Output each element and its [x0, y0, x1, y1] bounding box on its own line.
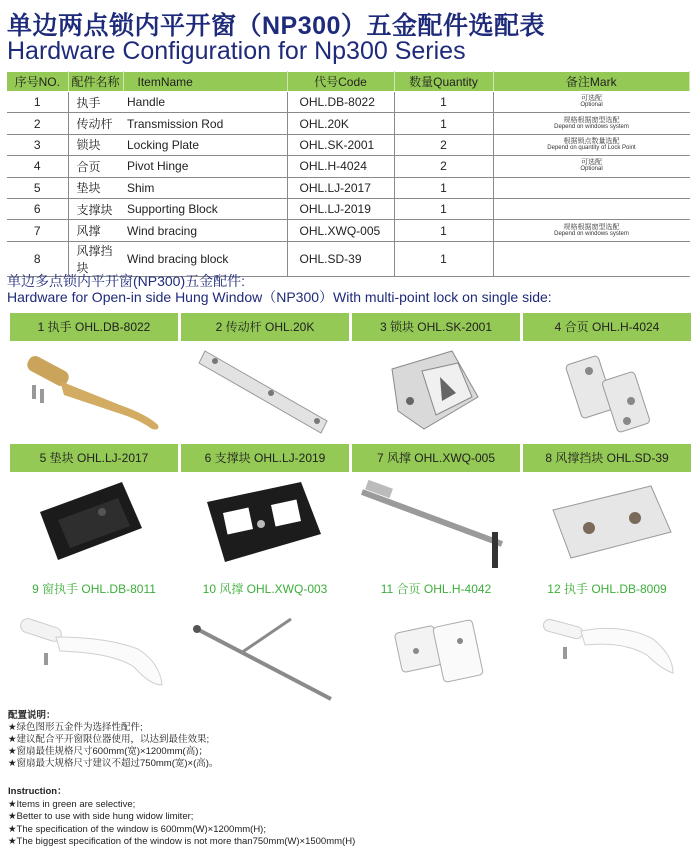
row-mark	[493, 134, 690, 155]
product-label: 7 风撑 OHL.XWQ-005	[352, 444, 520, 472]
product-label: 10 风撑 OHL.XWQ-003	[181, 575, 349, 603]
row-name-cn: 支撑块	[68, 198, 123, 219]
product-label: 5 垫块 OHL.LJ-2017	[10, 444, 178, 472]
row-quantity: 1	[394, 198, 493, 219]
row-name-cn: 锁块	[68, 134, 123, 155]
table-row	[7, 156, 690, 177]
row-name-en: Wind bracing block	[123, 241, 287, 276]
notes-cn-heading: 配置说明：	[8, 710, 56, 721]
friction-stay-icon	[181, 603, 349, 705]
row-no: 6	[7, 198, 68, 219]
row-no: 2	[7, 113, 68, 134]
row-no: 1	[7, 92, 68, 113]
row-no: 5	[7, 177, 68, 198]
row-name-cn: 垫块	[68, 177, 123, 198]
hinge-icon	[523, 341, 691, 443]
product-card	[352, 313, 520, 443]
row-no: 3	[7, 134, 68, 155]
table-header-row	[7, 72, 690, 92]
product-card	[181, 313, 349, 443]
row-no: 4	[7, 156, 68, 177]
product-card	[10, 575, 178, 705]
shim-icon	[10, 472, 178, 574]
notes-en-item: ★The biggest specification of the window is not more than750mm(W)×1500mm(H)	[8, 836, 356, 847]
header-no: 序号NO.	[7, 72, 68, 92]
row-mark	[493, 198, 690, 219]
row-name-cn: 风撑	[68, 220, 123, 241]
table-row	[7, 220, 690, 241]
header-code: 代号Code	[287, 72, 394, 92]
row-mark	[493, 177, 690, 198]
notes-en-item: ★Better to use with side hung widow limiter;	[8, 811, 194, 822]
product-label: 1 执手 OHL.DB-8022	[10, 313, 178, 341]
notes-en-heading: Instruction：	[8, 786, 67, 797]
notes-cn-item: ★窗扇最佳规格尺寸600mm(宽)×1200mm(高)；	[8, 746, 208, 757]
product-card	[523, 313, 691, 443]
row-code: OHL.LJ-2019	[287, 198, 394, 219]
subtitle-cn: 单边多点锁内平开窗(NP300)五金配件:	[7, 273, 246, 289]
notes-cn	[8, 710, 218, 770]
row-name-en: Pivot Hinge	[123, 156, 287, 177]
row-mark-en: Optional	[580, 102, 603, 109]
header-cn: 配件名称	[68, 72, 123, 92]
gold-handle-icon	[10, 341, 178, 443]
product-label: 6 支撑块 OHL.LJ-2019	[181, 444, 349, 472]
notes-cn-item: ★建议配合平开窗限位器使用，以达到最佳效果;	[8, 734, 210, 745]
row-mark-cn: 可选配	[581, 159, 602, 167]
product-card	[352, 575, 520, 705]
product-label: 12 执手 OHL.DB-8009	[523, 575, 691, 603]
notes-cn-item: ★绿色图形五金件为选择性配件;	[8, 722, 143, 733]
notes-en-item: ★The specification of the window is 600mm(W)×1200mm(H);	[8, 823, 266, 835]
row-quantity: 1	[394, 92, 493, 113]
row-mark-cn: 根据锁点数量选配	[563, 137, 620, 145]
notes-en-item: ★Items in green are selective;	[8, 798, 136, 810]
row-name-cn: 合页	[68, 156, 123, 177]
row-mark-cn: 规格根据窗型选配	[563, 116, 620, 124]
table-row	[7, 134, 690, 155]
table-row	[7, 92, 690, 113]
row-quantity: 1	[394, 241, 493, 276]
product-label: 8 风撑挡块 OHL.SD-39	[523, 444, 691, 472]
row-quantity: 2	[394, 134, 493, 155]
row-mark	[493, 92, 690, 113]
row-mark	[493, 241, 690, 276]
header-mark: 备注Mark	[493, 72, 690, 92]
row-code: OHL.20K	[287, 113, 394, 134]
row-name-cn: 传动杆	[68, 113, 123, 134]
row-name-en: Locking Plate	[123, 134, 287, 155]
config-table	[7, 71, 690, 277]
white-hinge-icon	[352, 603, 520, 705]
row-mark-en: Depend on windows system	[554, 230, 629, 237]
row-mark	[493, 156, 690, 177]
page-title-cn: 单边两点锁内平开窗（NP300）五金配件选配表	[7, 12, 545, 40]
header-en: ItemName	[123, 72, 287, 92]
product-card	[352, 444, 520, 574]
row-name-cn: 执手	[68, 92, 123, 113]
row-quantity: 1	[394, 113, 493, 134]
product-card	[523, 444, 691, 574]
row-quantity: 1	[394, 177, 493, 198]
table-row	[7, 113, 690, 134]
notes-en	[8, 786, 355, 849]
page-title-en: Hardware Configuration for Np300 Series	[7, 37, 466, 65]
wind-brace-icon	[352, 472, 520, 574]
row-name-en: Wind bracing	[123, 220, 287, 241]
transmission-rod-icon	[181, 341, 349, 443]
header-qty: 数量Quantity	[394, 72, 493, 92]
product-card	[523, 575, 691, 705]
table-row	[7, 177, 690, 198]
row-name-en: Shim	[123, 177, 287, 198]
row-code: OHL.SK-2001	[287, 134, 394, 155]
row-quantity: 2	[394, 156, 493, 177]
locking-plate-icon	[352, 341, 520, 443]
row-name-en: Supporting Block	[123, 198, 287, 219]
product-label: 9 窗执手 OHL.DB-8011	[10, 575, 178, 603]
wind-brace-block-icon	[523, 472, 691, 574]
row-name-en: Handle	[123, 92, 287, 113]
row-code: OHL.XWQ-005	[287, 220, 394, 241]
row-code: OHL.SD-39	[287, 241, 394, 276]
row-name-cn: 风撑挡块	[68, 241, 123, 276]
product-card	[181, 575, 349, 705]
row-code: OHL.LJ-2017	[287, 177, 394, 198]
product-label: 2 传动杆 OHL.20K	[181, 313, 349, 341]
product-label: 11 合页 OHL.H-4042	[352, 575, 520, 603]
row-mark	[493, 220, 690, 241]
product-card	[10, 444, 178, 574]
row-no: 8	[7, 241, 68, 276]
table-row	[7, 198, 690, 219]
white-handle-icon	[10, 603, 178, 705]
row-name-en: Transmission Rod	[123, 113, 287, 134]
product-card	[10, 313, 178, 443]
subtitle-en: Hardware for Open-in side Hung Window（NP300）With multi-point lock on single side:	[7, 289, 552, 305]
row-quantity: 1	[394, 220, 493, 241]
product-label: 3 锁块 OHL.SK-2001	[352, 313, 520, 341]
white-handle-2-icon	[523, 603, 691, 705]
row-mark	[493, 113, 690, 134]
supporting-block-icon	[181, 472, 349, 574]
row-mark-cn: 可选配	[581, 95, 602, 103]
product-label: 4 合页 OHL.H-4024	[523, 313, 691, 341]
row-mark-en: Optional	[580, 166, 603, 173]
row-mark-en: Depend on quantity of Lock Point	[547, 144, 636, 151]
row-no: 7	[7, 220, 68, 241]
row-code: OHL.H-4024	[287, 156, 394, 177]
notes-cn-item: ★窗扇最大规格尺寸建议不超过750mm(宽)×(高)。	[8, 758, 219, 769]
row-mark-en: Depend on windows system	[554, 123, 629, 130]
row-mark-cn: 规格根据窗型选配	[563, 223, 620, 231]
product-card	[181, 444, 349, 574]
row-code: OHL.DB-8022	[287, 92, 394, 113]
